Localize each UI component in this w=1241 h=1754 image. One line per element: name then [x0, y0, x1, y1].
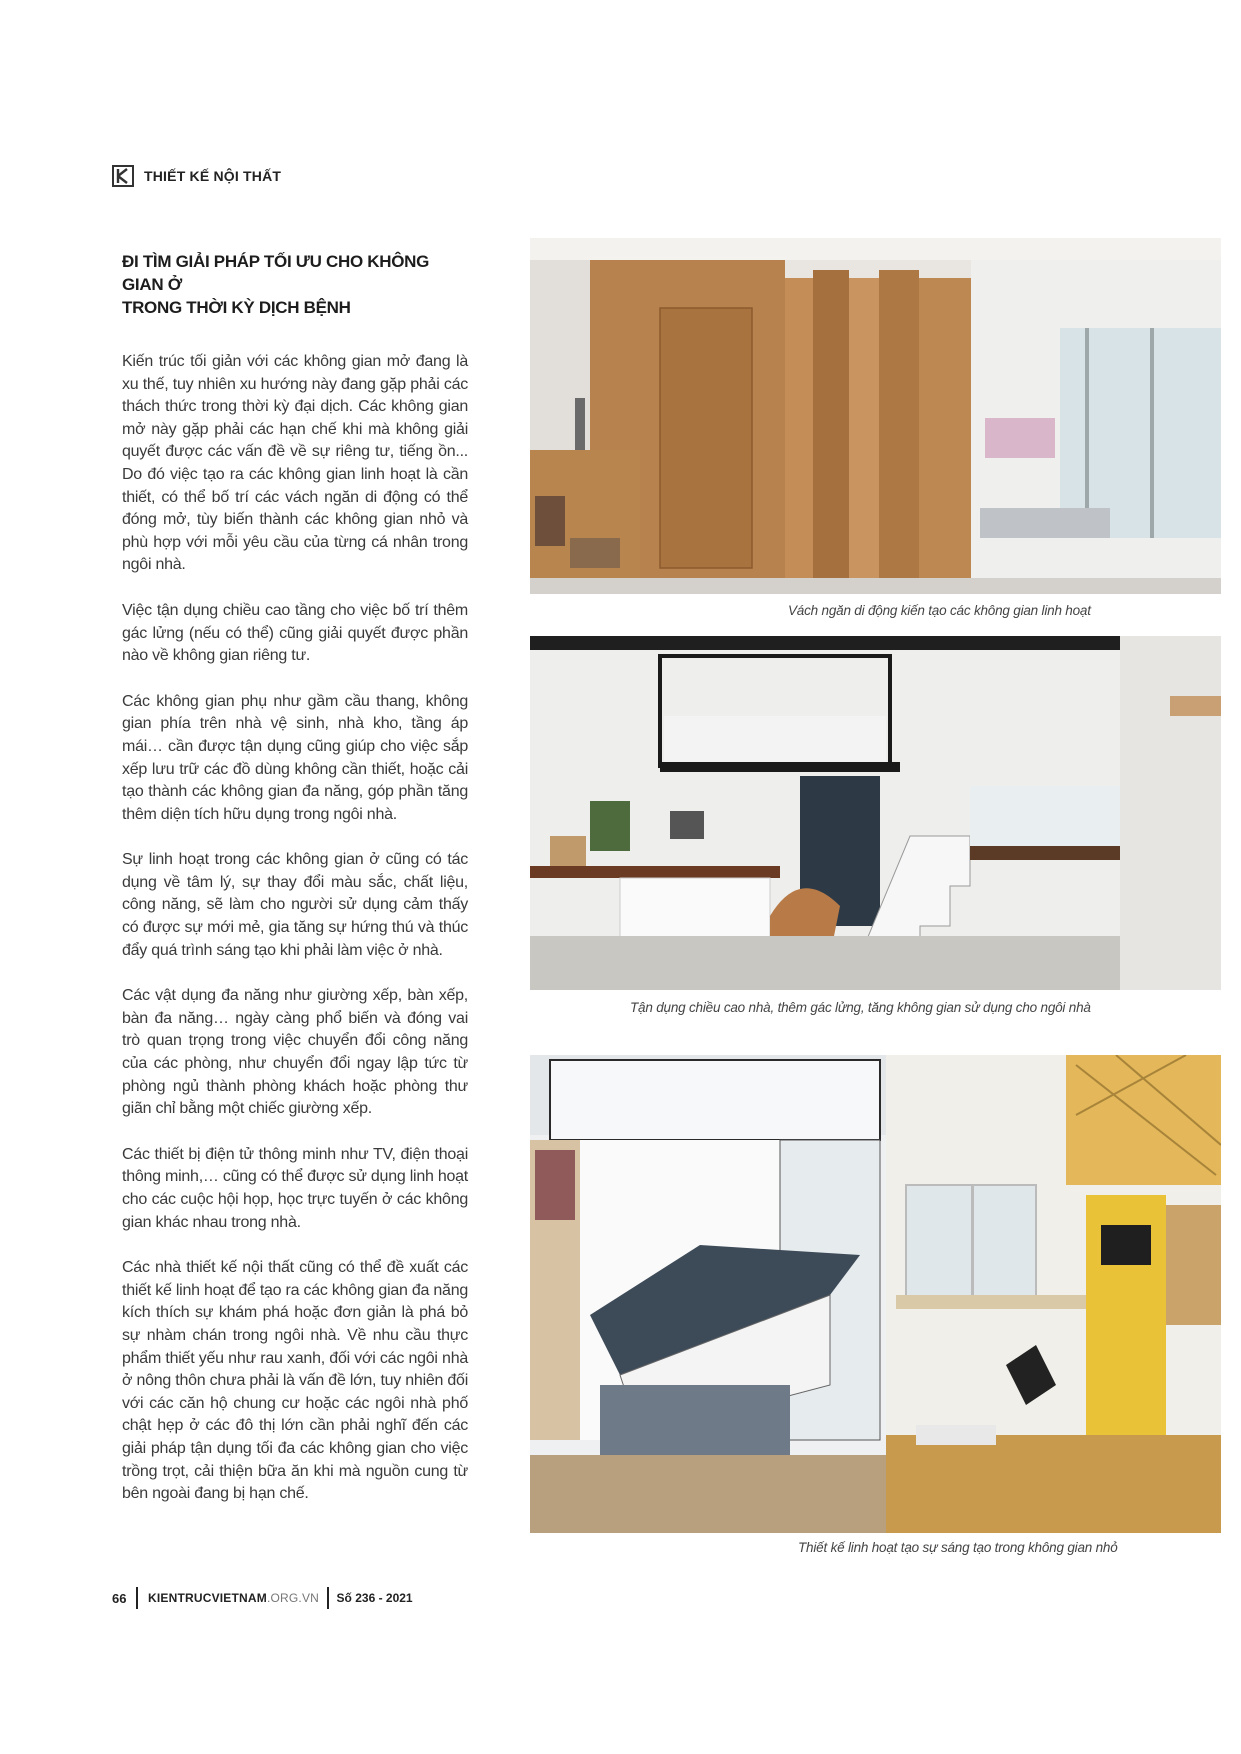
paragraph: Các không gian phụ như gầm cầu thang, không gian phía trên nhà vệ sinh, nhà kho, tầng áp mái… cần được tận dụng cũng giúp cho việc sắp xếp lưu trữ các đồ dùng không cần thiết, hoặc cải tạo thành các không gian đa năng, góp phần tăng thêm diện tích hữu dụng trong ngôi nhà. — [122, 692, 468, 823]
paragraph: Các vật dụng đa năng như giường xếp, bàn xếp, bàn đa năng… ngày càng phổ biến và đóng vai trò quan trọng trong việc chuyển đổi công năng của các phòng, như chuyển đổi ngay lập tức từ phòng ngủ thành phòng khách hoặc phòng thư giãn chỉ bằng một chiếc giường xếp. — [122, 987, 468, 1118]
photo-yellow-loft — [886, 1055, 1221, 1533]
site-name — [138, 1591, 327, 1605]
caption: Vách ngăn di động kiến tạo các không gian linh hoạt — [788, 603, 1091, 618]
paragraph: Các thiết bị điện tử thông minh như TV, điện thoại thông minh,… cũng có thể được sử dụng linh hoạt cho các cuộc hội họp, học trực tuyến ở các không gian khác nhau trong nhà. — [122, 1145, 468, 1231]
paragraph: Kiến trúc tối giản với các không gian mở đang là xu thế, tuy nhiên xu hướng này đang gặp phải các thách thức trong thời kỳ đại dịch. Các không gian mở này gặp phải các hạn chế khi mà không giải quyết được các vấn đề về sự riêng tư, tiếng ồn... Do đó việc tạo ra các không gian linh hoạt là cần thiết, có thể bố trí các vách ngăn di động có thể đóng mở, tùy biến thành các không gian nhỏ và phù hợp với mỗi yêu cầu của từng cá nhân trong ngôi nhà. — [122, 353, 468, 574]
kt-logo-icon — [112, 165, 134, 187]
site-tld: .ORG.VN — [266, 1591, 320, 1605]
article-body — [122, 250, 468, 1529]
article-title-line-1: ĐI TÌM GIẢI PHÁP TỐI ƯU CHO KHÔNG GIAN Ở — [122, 252, 430, 294]
paragraph: Việc tận dụng chiều cao tầng cho việc bố trí thêm gác lửng (nếu có thể) cũng giải quyết được phần nào về không gian riêng tư. — [122, 601, 468, 665]
photo-sliding-partitions — [530, 238, 1221, 594]
page-footer — [112, 1588, 413, 1608]
photo-loft-bed — [530, 636, 1221, 990]
article-title — [122, 250, 468, 319]
section-title: THIẾT KẾ NỘI THẤT — [144, 168, 282, 184]
paragraph: Các nhà thiết kế nội thất cũng có thể đề xuất các thiết kế linh hoạt để tạo ra các không gian đa năng kích thích sự khám phá hoặc đơn giản là phá bỏ sự nhàm chán trong ngôi nhà. Về nhu cầu thực phẩm thiết yếu như rau xanh, đối với các ngôi nhà ở nông thôn chưa phải là vấn đề lớn, tuy nhiên đối với các căn hộ chung cư hoặc các ngôi nhà phố chật hẹp ở các đô thị lớn cần phải nghĩ đến các giải pháp tận dụng tối đa các không gian cho việc trồng trọt, cải thiện bữa ăn khi mà nguồn cung từ bên ngoài đang bị hạn chế. — [122, 1259, 468, 1503]
site-name-main: KIENTRUCVIETNAM — [147, 1591, 267, 1605]
section-header — [112, 165, 281, 187]
caption: Tận dụng chiều cao nhà, thêm gác lửng, tăng không gian sử dụng cho ngôi nhà — [630, 1000, 1091, 1015]
photo-wall-bed — [530, 1055, 886, 1533]
page-number: 66 — [112, 1590, 127, 1606]
paragraph: Sự linh hoạt trong các không gian ở cũng có tác dụng về tâm lý, sự thay đổi màu sắc, chất liệu, công năng, sẽ làm cho người sử dụng cảm thấy có được sự mới mẻ, gia tăng sự hứng thú và thúc đẩy quá trình sáng tạo khi phải làm việc ở nhà. — [122, 851, 468, 959]
article-title-line-2: TRONG THỜI KỲ DỊCH BỆNH — [122, 298, 351, 317]
caption: Thiết kế linh hoạt tạo sự sáng tạo trong không gian nhỏ — [798, 1540, 1118, 1555]
issue-number: Số 236 - 2021 — [336, 1591, 413, 1605]
